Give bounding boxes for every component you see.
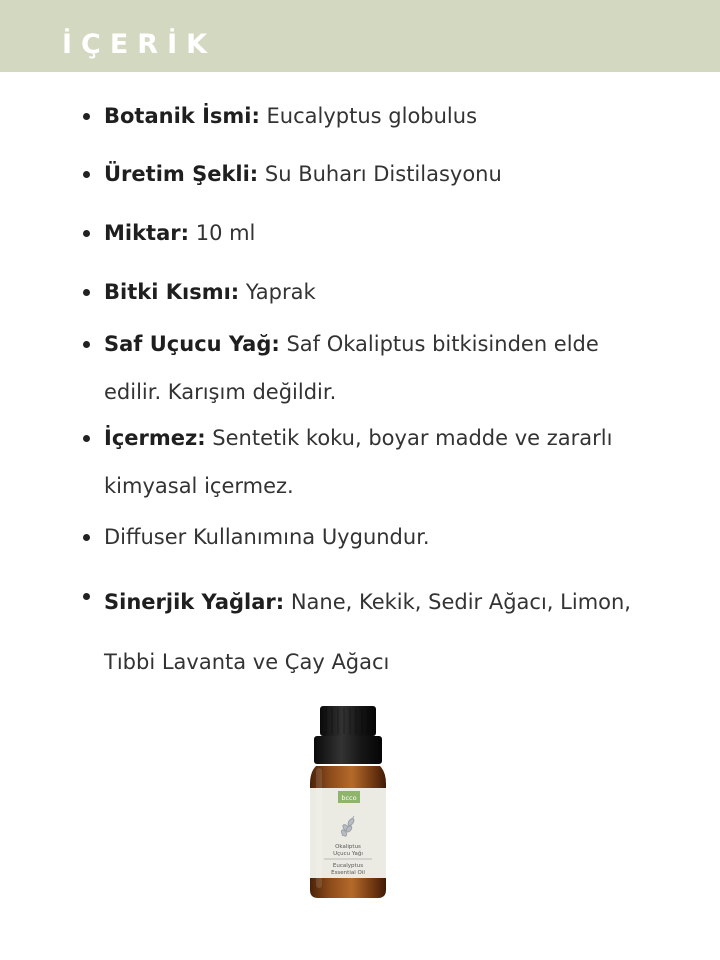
item-value: Saf Okaliptus bitkisinden elde edilir. Karışım değildir. bbox=[104, 332, 599, 404]
item-label: Botanik İsmi: bbox=[104, 104, 260, 128]
item-value: Nane, Kekik, Sedir Ağacı, Limon, Tıbbi Lavanta ve Çay Ağacı bbox=[104, 590, 631, 674]
list-item-pure-essential-oil bbox=[104, 320, 644, 416]
product-name-en-2: Essential Oil bbox=[331, 870, 365, 876]
product-bottle-image bbox=[300, 702, 396, 902]
bottle-cap-ring bbox=[314, 736, 382, 764]
item-value: 10 ml bbox=[189, 221, 256, 245]
product-name-en-1: Eucalyptus bbox=[332, 863, 364, 869]
item-label: Saf Uçucu Yağ: bbox=[104, 332, 280, 356]
item-value: Eucalyptus globulus bbox=[259, 104, 478, 128]
item-label: İçermez: bbox=[104, 426, 206, 450]
item-value: Yaprak bbox=[239, 280, 316, 304]
item-label: Miktar: bbox=[104, 221, 190, 245]
list-item-synergistic-oils bbox=[104, 572, 649, 692]
item-label: Üretim Şekli: bbox=[104, 162, 259, 186]
list-item-botanical-name bbox=[104, 92, 664, 140]
item-value: Diffuser Kullanımına Uygundur. bbox=[104, 525, 430, 549]
product-name-tr-2: Uçucu Yağı bbox=[333, 851, 363, 857]
list-item-diffuser bbox=[104, 513, 664, 561]
list-item-plant-part bbox=[104, 268, 664, 316]
brand-text: bcco bbox=[341, 794, 357, 802]
item-value: Su Buharı Distilasyonu bbox=[258, 162, 502, 186]
item-label: Bitki Kısmı: bbox=[104, 280, 240, 304]
product-name-tr-1: Okaliptus bbox=[335, 844, 361, 850]
list-item-production-method bbox=[104, 150, 664, 198]
header-band bbox=[0, 0, 720, 72]
list-item-quantity bbox=[104, 209, 664, 257]
item-label: Sinerjik Yağlar: bbox=[104, 590, 285, 614]
item-value: Sentetik koku, boyar madde ve zararlı kimyasal içermez. bbox=[104, 426, 613, 498]
list-item-does-not-contain bbox=[104, 414, 644, 510]
page-title: İÇERİK bbox=[62, 29, 217, 60]
